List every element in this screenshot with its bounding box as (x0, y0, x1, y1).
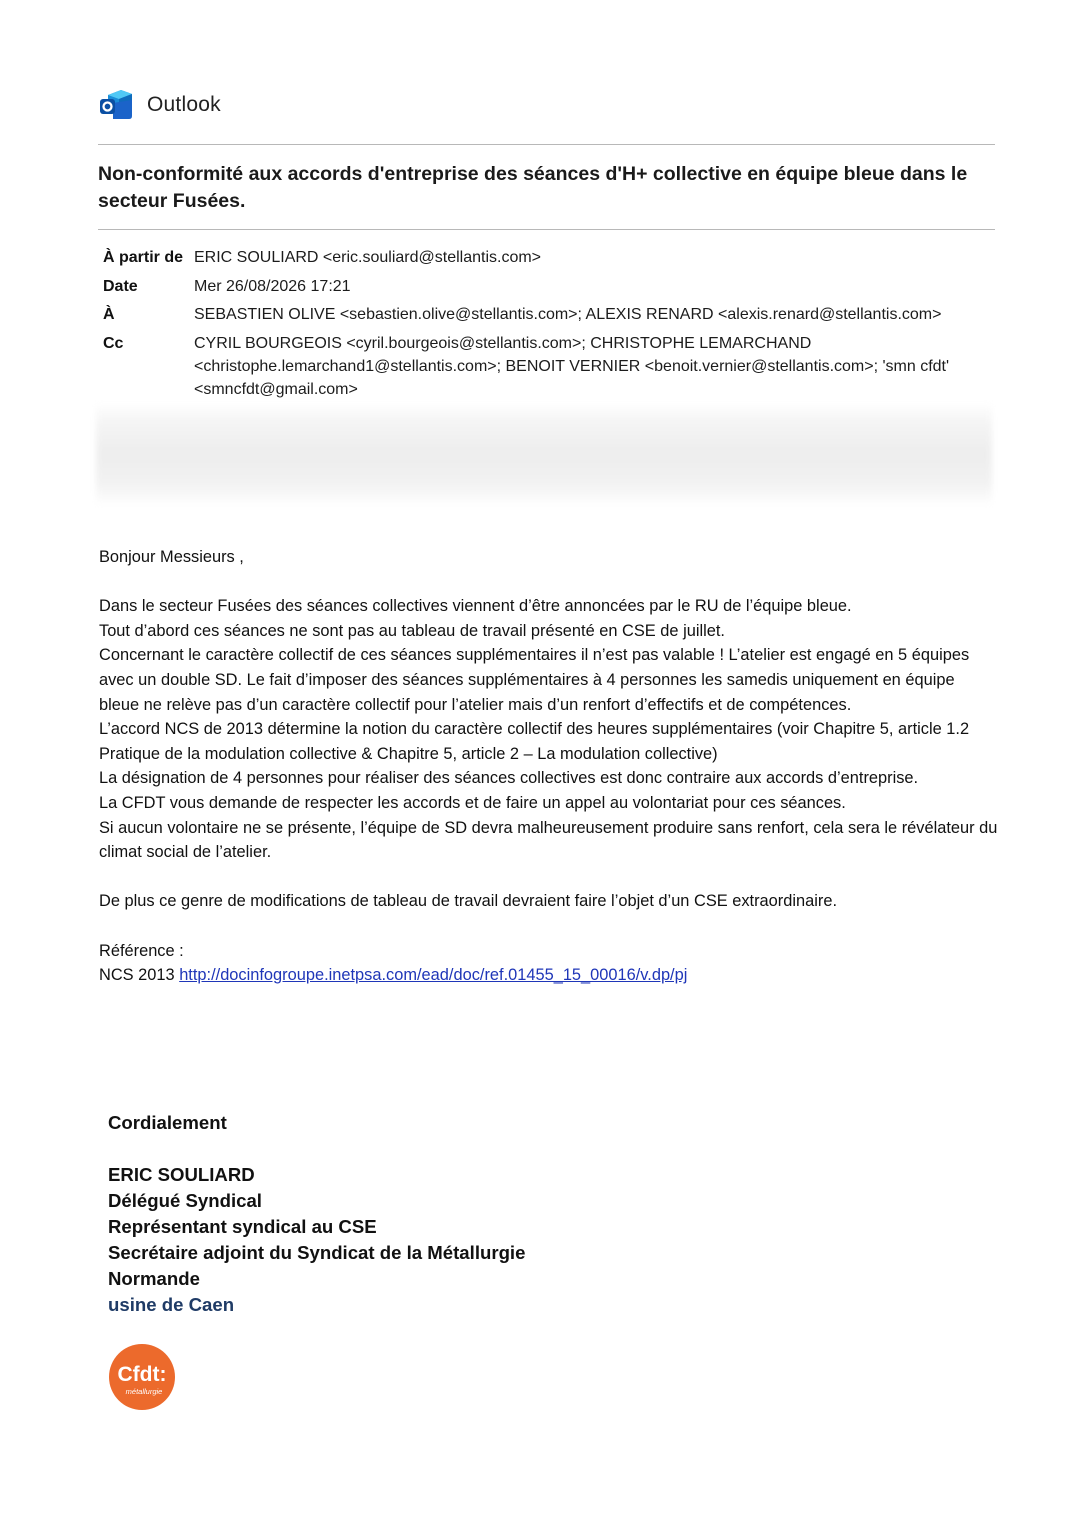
cfdt-logo-subtext: métallurgie (125, 1387, 163, 1396)
signature-plant: usine de Caen (108, 1294, 235, 1315)
body-paragraph: Concernant le caractère collectif de ces séances supplémentaires il n’est pas valable ! L’atelier est engagé en 5 équipes avec un double SD. Le fait d’imposer des séances supplémentaires à 4 personnes les samedis uniquement en équipe bleue ne relève pas d’un caractère collectif pour l’atelier mais d’un renfort d’effectifs et de compétences. (99, 646, 970, 714)
body-paragraph: La CFDT vous demande de respecter les accords et de faire un appel au volontariat pour ces séances. (99, 793, 846, 812)
top-divider (98, 144, 995, 145)
body-paragraph: Tout d’abord ces séances ne sont pas au tableau de travail présenté en CSE de juillet. (99, 621, 725, 640)
body-paragraph: Si aucun volontaire ne se présente, l’équipe de SD devra malheureusement produire sans renfort, cela sera le révélateur du climat social de l’atelier. (99, 818, 998, 862)
outlook-brand (99, 89, 221, 121)
email-headers (103, 246, 993, 406)
body-paragraph: De plus ce genre de modifications de tableau de travail devraient faire l’objet d’un CSE extraordinaire. (99, 892, 838, 911)
body-paragraph: L’accord NCS de 2013 détermine la notion du caractère collectif des heures supplémentaires (voir Chapitre 5, article 1.2 Pratique de la modulation collective & Chapitre 5, article 2 – La modulation collective) (99, 720, 970, 763)
email-body (99, 545, 999, 988)
body-paragraph: Dans le secteur Fusées des séances collectives viennent d’être annoncées par le RU de l’équipe bleue. (99, 597, 852, 616)
signature-closing: Cordialement (108, 1112, 227, 1133)
email-subject: Non-conformité aux accords d'entreprise des séances d'H+ collective en équipe bleue dans le secteur Fusées. (98, 163, 968, 212)
from-label: À partir de (103, 249, 184, 266)
date-value: Mer 26/08/2026 17:21 (194, 277, 351, 295)
to-value[interactable]: SEBASTIEN OLIVE <sebastien.olive@stellantis.com>; ALEXIS RENARD <alexis.renard@stellantis.com> (194, 306, 942, 323)
cc-value[interactable]: CYRIL BOURGEOIS <cyril.bourgeois@stellantis.com>; CHRISTOPHE LEMARCHAND <christophe.lemarchand1@stellantis.com>; BENOIT VERNIER <benoit.vernier@stellantis.com>; 'smn cfdt' <smncfdt@gmail.com> (194, 334, 950, 398)
cc-label: Cc (103, 334, 124, 352)
outlook-logo-icon (99, 89, 133, 121)
date-row (103, 275, 993, 298)
reference-link[interactable]: http://docinfogroupe.inetpsa.com/ead/doc/ref.01455_15_00016/v.dp/pj (179, 966, 688, 985)
cc-row (103, 332, 993, 401)
body-paragraph: La désignation de 4 personnes pour réaliser des séances collectives est donc contraire aux accords d’entreprise. (99, 769, 919, 788)
to-label: À (103, 306, 115, 323)
email-signature (108, 1110, 528, 1318)
date-label: Date (103, 277, 138, 295)
cfdt-logo-icon (108, 1343, 176, 1411)
signature-name: ERIC SOULIARD (108, 1164, 255, 1185)
greeting: Bonjour Messieurs , (99, 548, 244, 566)
subject-divider (98, 229, 995, 230)
from-value[interactable]: ERIC SOULIARD <eric.souliard@stellantis.com> (194, 249, 542, 266)
reference-line (99, 963, 999, 988)
app-name: Outlook (147, 93, 221, 116)
signature-title: Représentant syndical au CSE (108, 1216, 377, 1237)
from-row (103, 246, 993, 269)
reference-label: Référence : (99, 941, 184, 960)
cfdt-logo-text: Cfdt: (117, 1363, 167, 1386)
reference-prefix: NCS 2013 (99, 966, 180, 985)
signature-title: Secrétaire adjoint du Syndicat de la Métallurgie Normande (108, 1242, 526, 1289)
signature-title: Délégué Syndical (108, 1190, 262, 1211)
redacted-blurred-area (96, 402, 992, 506)
to-row (103, 303, 993, 326)
